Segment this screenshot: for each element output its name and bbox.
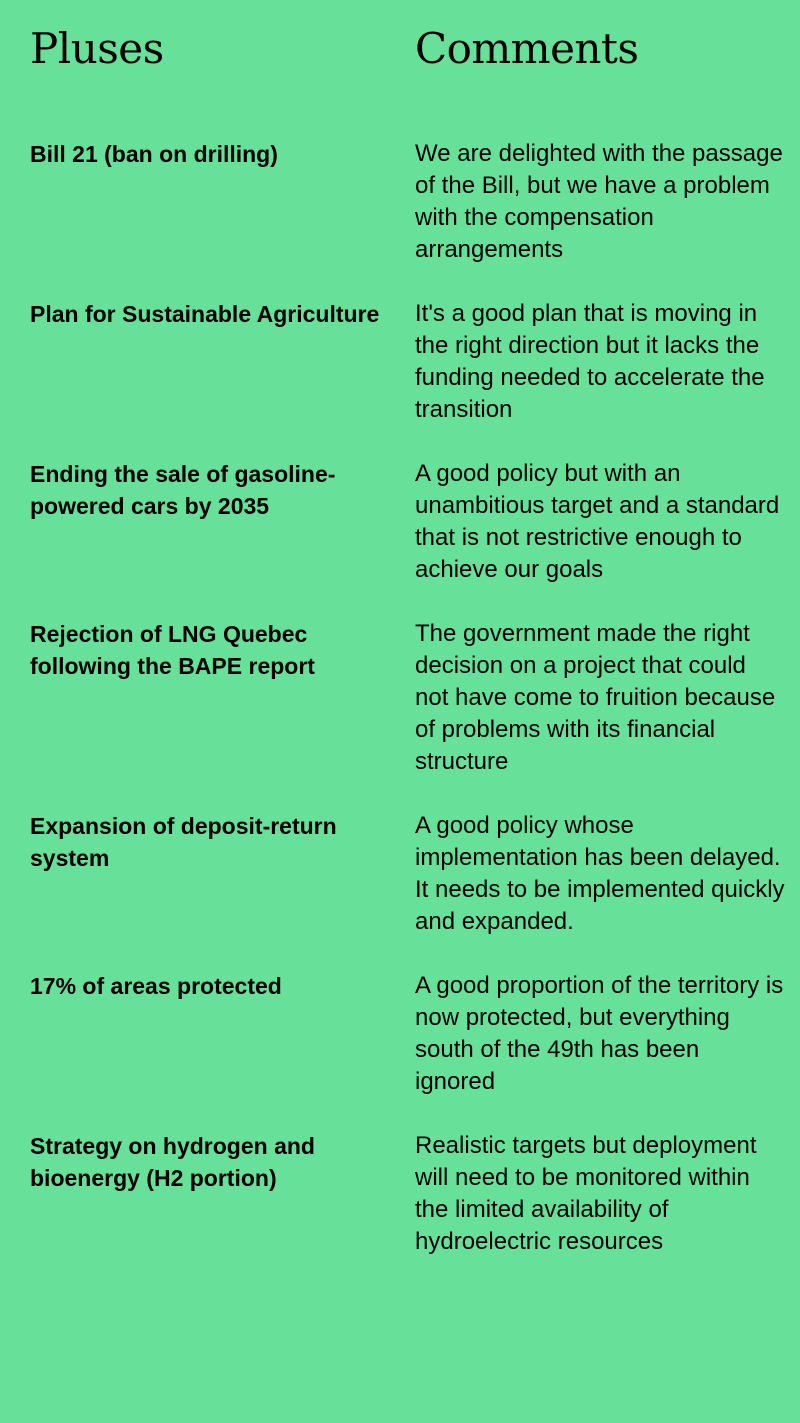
plus-item: Bill 21 (ban on drilling) [30, 141, 278, 167]
comment-text: A good proportion of the territory is now protected, but everything south of the 49th has been ignored [415, 972, 784, 1095]
table-row [0, 298, 800, 426]
table-row [0, 970, 800, 1098]
plus-item: Ending the sale of gasoline-powered cars by 2035 [30, 461, 336, 519]
comment-text: A good policy but with an unambitious target and a standard that is not restrictive enough to achieve our goals [415, 460, 780, 583]
comment-text: It's a good plan that is moving in the right direction but it lacks the funding needed to accelerate the transition [415, 300, 765, 423]
pluses-header: Pluses [30, 24, 164, 73]
table-row [0, 810, 800, 938]
plus-item: 17% of areas protected [30, 973, 282, 999]
table-row [0, 1130, 800, 1258]
comment-text: We are delighted with the passage of the Bill, but we have a problem with the compensation arrangements [415, 140, 783, 263]
comment-text: Realistic targets but deployment will need to be monitored within the limited availability of hydroelectric resources [415, 1132, 757, 1255]
table-body [0, 138, 800, 1290]
plus-item: Rejection of LNG Quebec following the BAPE report [30, 621, 315, 679]
plus-item: Strategy on hydrogen and bioenergy (H2 portion) [30, 1133, 315, 1191]
table-row [0, 618, 800, 778]
comment-text: A good policy whose implementation has been delayed. It needs to be implemented quickly and expanded. [415, 812, 785, 935]
comments-header: Comments [415, 24, 639, 73]
table-row [0, 138, 800, 266]
plus-item: Expansion of deposit-return system [30, 813, 337, 871]
plus-item: Plan for Sustainable Agriculture [30, 301, 380, 327]
comment-text: The government made the right decision on a project that could not have come to fruition because of problems with its financial structure [415, 620, 776, 775]
table-row [0, 458, 800, 586]
